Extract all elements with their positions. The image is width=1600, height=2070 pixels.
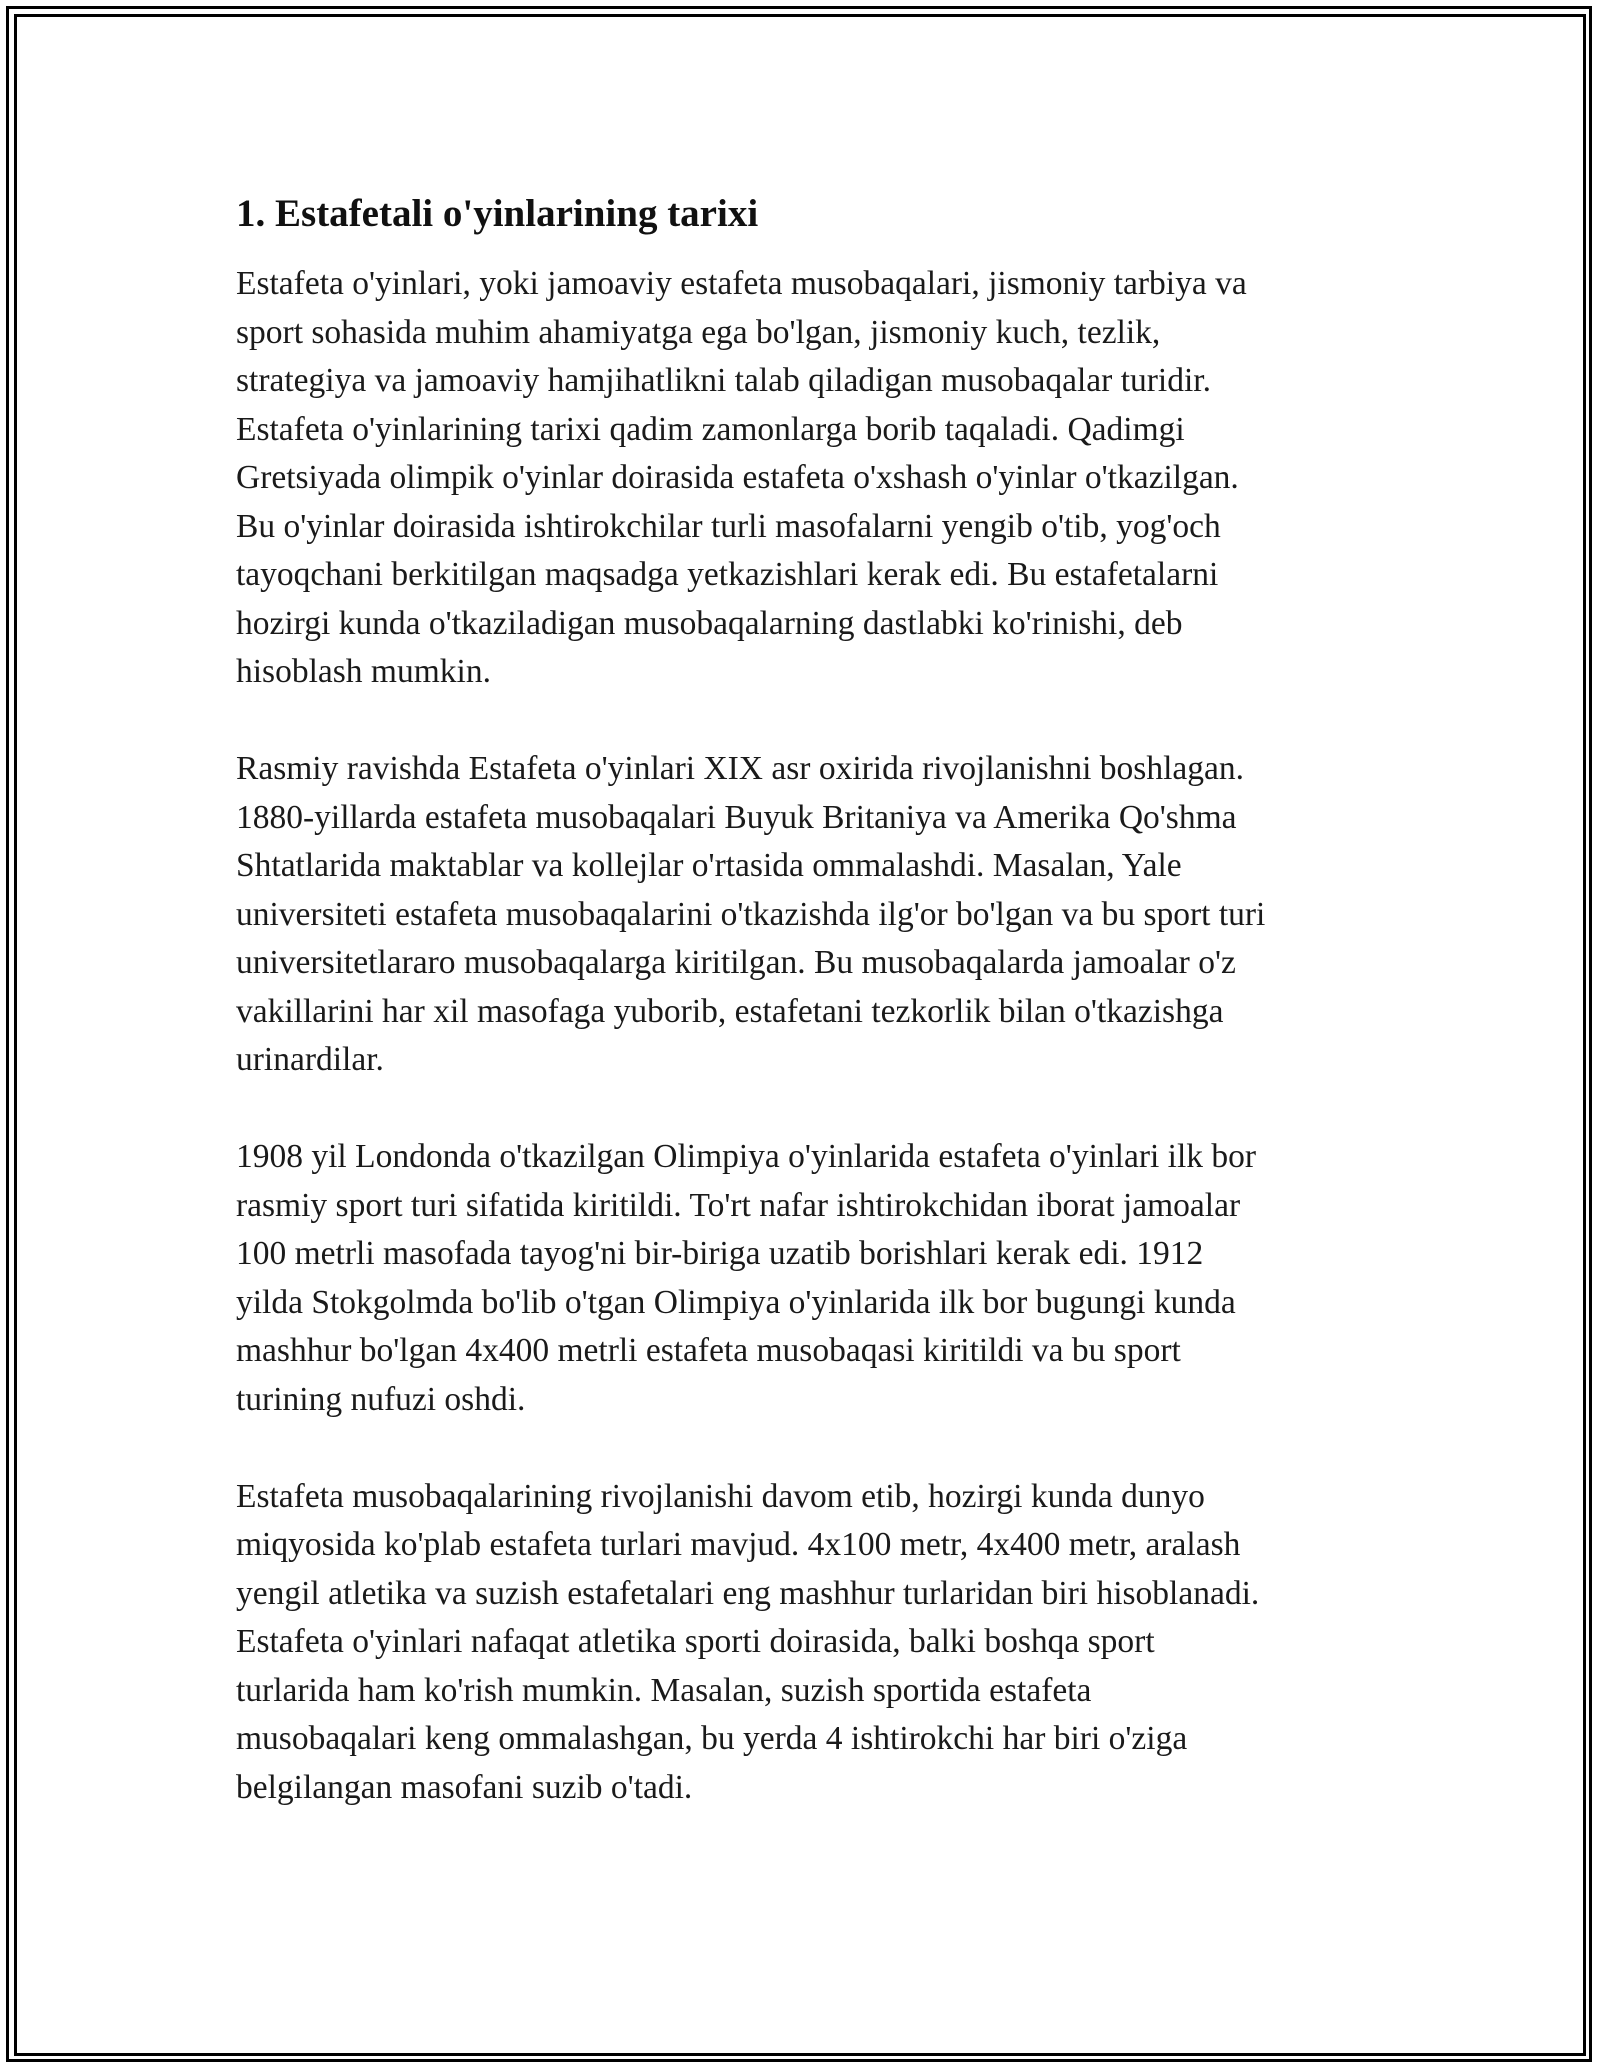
- document-body: [236, 188, 1366, 1861]
- paragraph-history-origins: Estafeta o'yinlari, yoki jamoaviy estafeta musobaqalari, jismoniy tarbiya va sport sohasida muhim ahamiyatga ega bo'lgan, jismoniy kuch, tezlik, strategiya va jamoaviy hamjihatlikni talab qiladigan musobaqalar turidir. Estafeta o'yinlarining tarixi qadim zamonlarga borib taqaladi. Qadimgi Gretsiyada olimpik o'yinlar doirasida estafeta o'xshash o'yinlar o'tkazilgan. Bu o'yinlar doirasida ishtirokchilar turli masofalarni yengib o'tib, yog'och tayoqchani berkitilgan maqsadga yetkazishlari kerak edi. Bu estafetalarni hozirgi kunda o'tkaziladigan musobaqalarning dastlabki ko'rinishi, deb hisoblash mumkin.: [236, 265, 1247, 690]
- paragraph-olympics: 1908 yil Londonda o'tkazilgan Olimpiya o'yinlarida estafeta o'yinlari ilk bor rasmiy sport turi sifatida kiritildi. To'rt nafar ishtirokchidan iborat jamoalar 100 metrli masofada tayog'ni bir-biriga uzatib borishlari kerak edi. 1912 yilda Stokgolmda bo'lib o'tgan Olimpiya o'yinlarida ilk bor bugungi kunda mashhur bo'lgan 4x400 metrli estafeta musobaqasi kiritildi va bu sport turining nufuzi oshdi.: [236, 1138, 1257, 1418]
- paragraph-modern-relays: Estafeta musobaqalarining rivojlanishi davom etib, hozirgi kunda dunyo miqyosida ko'plab estafeta turlari mavjud. 4x100 metr, 4x400 metr, aralash yengil atletika va suzish estafetalari eng mashhur turlaridan biri hisoblanadi. Estafeta o'yinlari nafaqat atletika sporti doirasida, balki boshqa sport turlarida ham ko'rish mumkin. Masalan, suzish sportida estafeta musobaqalari keng ommalashgan, bu yerda 4 ishtirokchi har biri o'ziga belgilangan masofani suzib o'tadi.: [236, 1477, 1260, 1806]
- document-heading: 1. Estafetali o'yinlarining tarixi: [236, 192, 759, 235]
- paragraph-19th-century: Rasmiy ravishda Estafeta o'yinlari XIX asr oxirida rivojlanishni boshlagan. 1880-yillarda estafeta musobaqalari Buyuk Britaniya va Amerika Qo'shma Shtatlarida maktablar va kollejlar o'rtasida ommalashdi. Masalan, Yale universiteti estafeta musobaqalarini o'tkazishda ilg'or bo'lgan va bu sport turi universitetlararo musobaqalarga kiritilgan. Bu musobaqalarda jamoalar o'z vakillarini har xil masofaga yuborib, estafetani tezkorlik bilan o'tkazishga urinardilar.: [236, 750, 1266, 1078]
